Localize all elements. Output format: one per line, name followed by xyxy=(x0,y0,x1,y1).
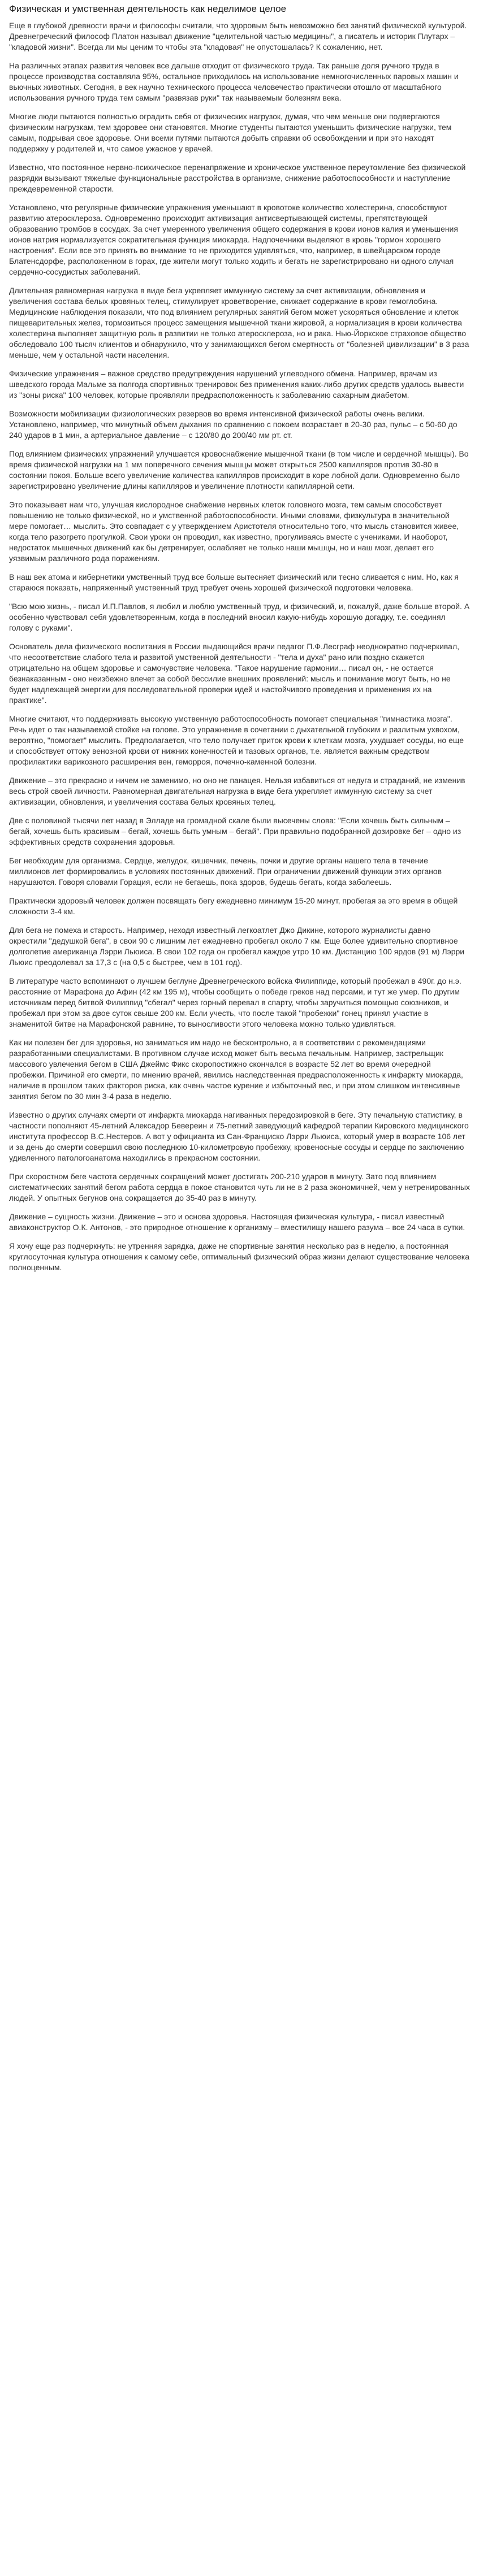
article-paragraph: На различных этапах развития человек все дальше отходит от физического труда. Так раньше доля ручного труда в процессе производства составляла 95%, остальное приходилось на использование немногочисленных паровых машин и вьючных животных. Сегодня, в век научно технического процесса человечество практически отошло от масштабного использования ручного труда тем самым "развязав руки" так называемым болезням века. xyxy=(9,61,459,102)
article-paragraph: Для бега не помеха и старость. Например, неходя известный легкоатлет Джо Дикине, которого журналисты давно окрестили "дедушкой бега", в свои 90 с лишним лет ежедневно пробегал около 7 км. Еще более удивительно спортивное долголетие американца Лэрри Льюиса. В свои 102 года он пробегал каждое утро 10 км. Дистанцию 100 ярдов (91 м) Лэрри Льюис преодолевал за 17,3 с (на 0,5 с быстрее, чем в 101 год). xyxy=(9,926,465,967)
article-paragraph: Известно о других случаях смерти от инфаркта миокарда нагиванных передозировкой в беге. Эту печальную статистику, в частности пополняют 45-летний Алексадор Бевереин и 75-летний заведующий кафедрой терапии Кировского медицинского института профессор В.С.Нестеров. А вот у официанта из Сан-Франциско Лэрри Льюиса, который умер в возрасте 106 лет и за день до смерти совершил свою последнюю 10-километровую пробежку, кровеносные сосуды и сердце по заключению удивленного патологоанатома находились в прекрасном состоянии. xyxy=(9,1110,469,1162)
article-paragraph: При скоростном беге частота сердечных сокращений может достигать 200-210 ударов в минуту. Зато под влиянием систематических занятий бегом работа сердца в покое становится чуть ли не в 2 раза экономичней, чем у нетренированных людей. У опытных бегунов она сокращается до 35-40 раз в минуту. xyxy=(9,1172,470,1202)
article-paragraph: Под влиянием физических упражнений улучшается кровоснабжение мышечной ткани (в том числе и сердечной мышцы). Во время физической нагрузки на 1 мм поперечного сечения мышцы может открыться 2500 капилляров против 30-80 в состоянии покоя. Больше всего увеличение количества капилляров происходит в коре лобной доли. Одновременно было зарегистрировано увеличение длины капилляров и увеличение плотности капиллярной сети. xyxy=(9,449,469,490)
article-paragraph: Как ни полезен бег для здоровья, но заниматься им надо не бесконтрольно, а в соответствии с рекомендациями разработанными специалистами. В противном случае исход может быть весьма печальным. Например, застрельщик массового увлечения бегом в США Джеймс Фикс скоропостижно скончался в возрасте 52 лет во время очередной пробежки. Причиной его смерти, по мнению врачей, явились наследственная предрасположенность к инфаркту миокарда, наличие в прошлом таких факторов риска, как очень частое курение и избыточный вес, и при этом слишком интенсивные занятия бегом по 30 мин 3-4 раза в неделю. xyxy=(9,1038,463,1101)
article-paragraph: Возможности мобилизации физиологических резервов во время интенсивной физической работы очень велики. Установлено, например, что минутный объем дыхания по сравнению с покоем возрастает в 20-30 раз, пульс – с 50-60 до 240 ударов в 1 мин, а артериальное давление – с 120/80 до 200/40 мм рт. ст. xyxy=(9,409,458,440)
article-paragraph: Многие считают, что поддерживать высокую умственную работоспособность помогает специальная "гимнастика мозга". Речь идет о так называемой стойке на голове. Это упражнение в сочетании с дыхательной глубоким и разлитым ухвохом, вероятно, "помогает" мыслить. Предполагается, что тело получает приток крови к клеткам мозга, ухудшает сосуды, но еще и способствует оттоку венозной крови от нижних конечностей и тазовых органов, т.е. является важным средством профилактики варикозного расширения вен, геморроя, почечно-каменной болезни. xyxy=(9,714,464,766)
article-paragraph: Многие люди пытаются полностью оградить себя от физических нагрузок, думая, что чем меньше они подвергаются физическим нагрузкам, тем здоровее они становятся. Многие студенты пытаются уменьшить физические нагрузки, тем самым, подрывая свое здоровье. Они всеми путями пытаются добыть справки об освобождении и при это находят поддержку у родителей и, что самое ужасное у врачей. xyxy=(9,112,452,153)
article-paragraph: Я хочу еще раз подчеркнуть: не утренняя зарядка, даже не спортивные занятия несколько раз в неделю, а постоянная круглосуточная культура отношения к самому себе, оптимальный физический образ жизни делают существование человека полноценным. xyxy=(9,1241,470,1272)
article-page xyxy=(0,0,479,1273)
article-paragraph: Основатель дела физического воспитания в России выдающийся врачи педагог П.Ф.Лесграф неоднократно подчеркивал, что несоответствие слабого тела и развитой умственной деятельности - "тела и духа" рано или поздно скажется отрицательно на общем здоровье и самочувствие человека. "Такое нарушение гармонии… писал он, - не остается безнаказанным - оно неизбежно влечет за собой бессилие внешних проявлений: мысль и понимание могут быть, но не будет надлежащей энергии для последовательной проверки идей и настойчивого проведения и применения их на практике". xyxy=(9,642,460,705)
article-paragraph: Практически здоровый человек должен посвящать бегу ежедневно минимум 15-20 минут, пробегая за это время в общей сложности 3-4 км. xyxy=(9,896,458,916)
article-paragraph: Длительная равномерная нагрузка в виде бега укрепляет иммунную систему за счет активизации, обновления и увеличения состава белых кровяных телец, стимулирует кроветворение, снижает содержание в крови гемоглобина. Медицинские наблюдения показали, что под влиянием регулярных занятий бегом может ускоряться обновление и клеток пищеварительных желез, тормозиться процесс замещения мышечной ткани жировой, а нормализация в крови количества холестерина выполняет защитную роль в развитии не только атеросклероза, но и рака. Нью-Йоркское страховое общество обследовало 100 тысяч клиентов и обнаружило, что у занимающихся бегом смертность от "болезней цивилизации" в 3 раза меньше, чем у остальной части населения. xyxy=(9,286,469,359)
article-paragraph: В литературе часто вспоминают о лучшем беглуне Древнегреческого войска Филиппиде, который пробежал в 490г. до н.э. расстояние от Марафона до Афин (42 км 195 м), чтобы сообщить о победе греков над персами, и тут же умер. По другим источникам перед битвой Филиппид "сбегал" через горный перевал в спарту, чтобы заручиться помощью союзников, и пробежал при этом за двое суток свыше 200 км. Если учесть, что после такой "пробежки" гонец принял участие в знаменитой битве на Марафонской равнине, то выносливости этого человека можно только удивляться. xyxy=(9,976,461,1028)
article-paragraph: Физические упражнения – важное средство предупреждения нарушений углеводного обмена. Например, врачам из шведского города Мальме за полгода спортивных тренировок без применения каких-либо других средств удалось вывести из "зоны риска" 100 человек, которые проявляли предрасположенность к заболеванию сахарным диабетом. xyxy=(9,369,464,399)
article-paragraph: Движение – это прекрасно и ничем не заменимо, но оно не панацея. Нельзя избавиться от недуга и страданий, не изменив весь строй своей личности. Равномерная двигательная нагрузка в виде бега укрепляет иммунную систему за счет активизации, обновления, и увеличения состава белых кровяных телец. xyxy=(9,776,465,806)
article-paragraph: Известно, что постоянное нервно-психическое перенапряжение и хроническое умственное переутомление без физической разрядки вызывают тяжелые функциональные расстройства в организме, снижение работоспособности и наступление преждевременной старости. xyxy=(9,163,466,193)
article-paragraph: Еще в глубокой древности врачи и философы считали, что здоровым быть невозможно без занятий физической культурой. Древнегреческий философ Платон называл движение "целительной частью медицины", а писатель и историк Плутарх – "кладовой жизни". Всегда ли мы ценим то чтобы эта "кладовая" не опустошалась? К сожалению, нет. xyxy=(9,21,467,51)
article-paragraph: Бег необходим для организма. Сердце, желудок, кишечник, печень, почки и другие органы нашего тела в течение миллионов лет формировались в условиях постоянных движений. При ограничении движений функции этих органов нарушаются. Говоря словами Горация, если не бегаешь, пока здоров, будешь бегать, когда заболеешь. xyxy=(9,856,442,887)
article-paragraph: "Всю мою жизнь, - писал И.П.Павлов, я любил и люблю умственный труд, и физический, и, пожалуй, даже больше второй. А особенно чувствовал себя удовлетворенным, когда в последний вносил какую-нибудь хорошую догадку, т.е. соединял голову с руками". xyxy=(9,602,470,632)
article-title: Физическая и умственная деятельность как неделимое целое xyxy=(9,3,287,14)
article-paragraph: Установлено, что регулярные физические упражнения уменьшают в кровотоке количество холестерина, способствуют развитию атеросклероза. Одновременно происходит активизация антисвертывающей системы, препятствующей образованию тромбов в сосудах. За счет умеренного увеличения общего содержания в крови ионов калия и уменьшения ионов натрия нормализуется сократительная функция миокарда. Надпочечники выделяют в кровь "гормон хорошего настроения". Если все это принять во внимание то не приходится удивляться, что, например, в швейцарском городе Блатенсдорфе, расположенном в горах, где жители могут только ходить и бегать не зарегистрировано ни одного случая сердечно-сосудистых заболеваний. xyxy=(9,203,458,276)
article-body xyxy=(9,20,470,1273)
article-paragraph: Движение – сущность жизни. Движение – это и основа здоровья. Настоящая физическая культура, - писал известный авиаконструктор О.К. Антонов, - это природное отношение к организму – вместилищу нашего разума – все 24 часа в сутки. xyxy=(9,1212,465,1232)
article-paragraph: В наш век атома и кибернетики умственный труд все больше вытесняет физический или тесно сливается с ним. Но, как я стараюся показать, напряженный умственный труд требует очень хорошей физической подготовки человека. xyxy=(9,572,459,592)
article-paragraph: Две с половиной тысячи лет назад в Элладе на громадной скале были высечены слова: "Если хочешь быть сильным – бегай, хочешь быть красивым – бегай, хочешь быть умным – бегай". При правильно подобранной дозировке бег – одно из эффективных средств сохранения здоровья. xyxy=(9,816,461,846)
article-paragraph: Это показывает нам что, улучшая кислородное снабжение нервных клеток головного мозга, тем самым способствует повышению не только физической, но и умственной работоспособности. Иными словами, физкультура в значительной мере помогает… мыслить. Это совпадает с у утверждением Аристотеля относительно того, что мысль становится живее, когда тело разогрето прогулкой. Свои уроки он проводил, как известно, прогуливаясь вместе с учениками. И наоборот, недостаток мышечных движений как бы детренирует, ослабляет не только наши мышцы, но и наш мозг, делает его уязвимым различного рода поражениям. xyxy=(9,500,459,563)
